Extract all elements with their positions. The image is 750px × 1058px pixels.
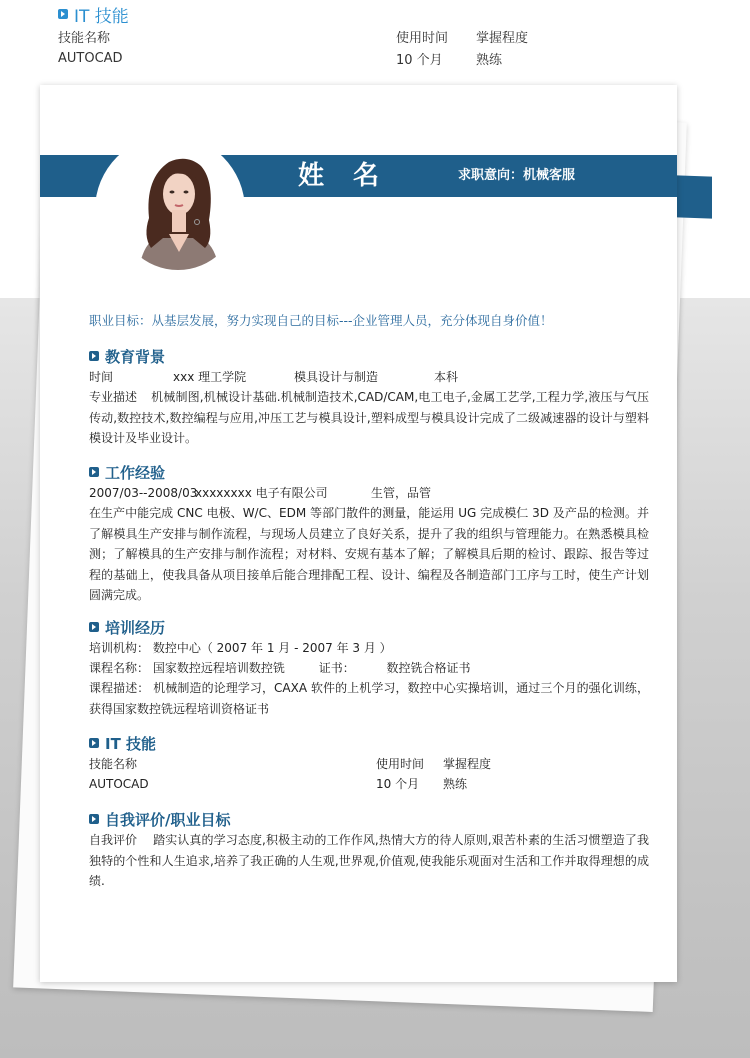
education-section [89,345,649,449]
arrow-bullet-icon [89,622,99,632]
arrow-bullet-icon [89,814,99,824]
self-eval-section [89,808,649,892]
education-row: 时间 xxx 理工学院 模具设计与制造 本科 [89,370,459,384]
header-band-flap [677,175,712,218]
arrow-bullet-icon [89,738,99,748]
training-description: 课程描述： 机械制造的论理学习，CAXA 软件的上机学习，数控中心实操培训，通过三个月的强化训练，获得国家数控铣远程培训资格证书 [89,681,649,716]
job-intent: 求职意向：机械客服 [458,168,576,183]
top-skill-row: AUTOCAD 10 个月 熟练 [58,50,503,68]
resume-page [40,85,677,982]
work-section [89,461,649,606]
top-partial-it-skills [58,3,578,69]
arrow-bullet-icon [89,467,99,477]
education-description: 专业描述 机械制图,机械设计基础.机械制造技术,CAD/CAM,电工电子,金属工艺学,工程力学,液压与气压传动,数控技术,数控编程与应用,冲压工艺与模具设计,塑料成型与模具设计完成了二级减速器的设计与塑料模设计及毕业设计。 [89,390,649,445]
training-org: 培训机构： 数控中心（ 2007 年 1 月 - 2007 年 3 月 ） [89,641,392,655]
it-skills-section [89,732,649,794]
section-title-it-skills: IT 技能 [89,732,649,754]
section-title-education: 教育背景 [89,345,649,367]
work-description: 在生产中能完成 CNC 电极、W/C、EDM 等部门散件的测量，能运用 UG 完成模仁 3D 及产品的检测。并了解模具生产安排与制作流程，与现场人员建立了良好关系，提升了我的组织与管理能力。在熟悉模具检测；了解模具的生产安排与制作流程；对材料、安规有基本了解；了解模具后期的检讨、跟踪、报告等过程的基础上，使我具备从项目接单后能合理排配工程、设计、编程及各制造部门工序与工时，使生产计划圆满完成。 [89,506,649,602]
it-skills-row: AUTOCAD 10 个月 熟练 [89,777,468,791]
section-title-work: 工作经验 [89,461,649,483]
top-section-title: IT 技能 [58,3,578,25]
top-skill-header: 技能名称 使用时间 掌握程度 [58,30,529,46]
it-skills-header: 技能名称 使用时间 掌握程度 [89,757,492,771]
career-objective: 职业目标：从基层发展，努力实现自己的目标---企业管理人员，充分体现自身价值！ [89,313,553,328]
arrow-bullet-icon [89,351,99,361]
work-row: 2007/03--2008/03 xxxxxxxx 电子有限公司 生管，品管 [89,486,432,500]
training-section [89,616,649,719]
section-title-self-eval: 自我评价/职业目标 [89,808,649,830]
self-eval-text: 自我评价 踏实认真的学习态度,积极主动的工作作风,热情大方的待人原则,艰苦朴素的生活习惯塑造了我独特的个性和人生追求,培养了我正确的人生观,世界观,价值观,使我能乐观面对生活和工作并取得理想的成绩. [89,833,649,888]
candidate-name: 姓 名 [298,161,390,191]
arrow-bullet-icon [58,9,68,19]
training-course: 课程名称： 国家数控远程培训数控铣 证书： 数控铣合格证书 [89,661,471,675]
avatar [117,148,239,270]
section-title-training: 培训经历 [89,616,649,638]
